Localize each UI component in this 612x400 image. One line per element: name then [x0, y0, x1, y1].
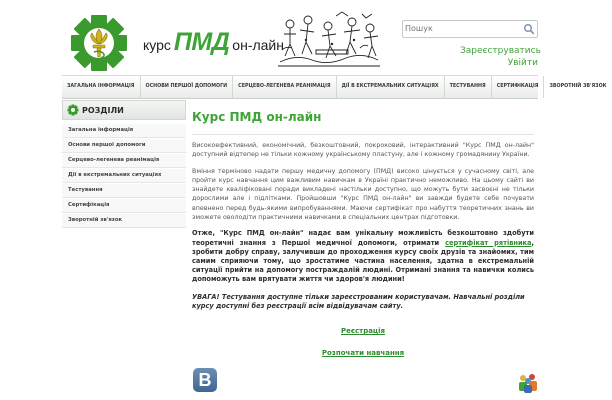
sidebar-title: РОЗДІЛИ [82, 105, 124, 115]
green-cross-icon [67, 104, 79, 116]
sidebar-item-cpr[interactable]: Серцево-легенева реанімація [62, 154, 186, 168]
start-learning-link[interactable]: Розпочати навчання [321, 349, 405, 357]
sidebar-item-general-info[interactable]: Загальна інформація [62, 124, 186, 138]
page-title: Курс ПМД он-лайн [192, 110, 322, 124]
site-logo-text[interactable] [143, 28, 284, 57]
rescuer-certificate-link[interactable]: сертифікат рятівника [445, 238, 532, 247]
search-input[interactable] [405, 22, 517, 35]
nav-item-testing[interactable]: ТЕСТУВАННЯ [445, 76, 492, 98]
description-paragraph: Вміння терміново надати першу медичну допомогу (ПМД) високо цінується у сучасному світі, але пройти курс навчання цим важливим навичкам в Україні практично неможливо. На цьому сайті ви знайдете кваліфіковані поради викладені настільки доступно, що можуть бути засвоєні не тільки дорослими але і підлітками. Пройшовши "Курс ПМД он-лайн" ви завжди будете себе почувати впевнено перед будь-якими випробуваннями. Маючи сертифікат про набуття теоретичних знань ви зможете оволодіти практичними навичками в спеціальних центрах підготовки. [192, 167, 534, 222]
title-divider [192, 134, 534, 135]
nav-item-emergencies[interactable]: ДІЇ В ЕКСТРЕМАЛЬНИХ СИТУАЦІЯХ [337, 76, 445, 98]
first-aid-scene-illustration [276, 10, 382, 70]
plast-medical-emblem-icon[interactable] [68, 12, 130, 74]
register-cta [192, 327, 534, 335]
registration-link[interactable]: Реєстрація [340, 327, 386, 335]
search-icon[interactable] [523, 23, 535, 35]
login-link[interactable]: Увійти [507, 58, 538, 68]
sidebar-item-feedback[interactable]: Зворотній зв'язок [62, 214, 186, 228]
main-nav [62, 75, 607, 99]
offer-paragraph [192, 229, 534, 284]
offer-text-start: Отже, "Курс ПМД он-лайн" надає вам унікальну можливість безкоштовно здобути теоретичні знання з Першої медичної допомоги, отримати [192, 229, 534, 247]
nav-item-cpr[interactable]: СЕРЦЕВО-ЛЕГЕНЕВА РЕАНІМАЦІЯ [233, 76, 336, 98]
sidebar-item-first-aid-basics[interactable]: Основи першої допомоги [62, 139, 186, 153]
community-group-icon[interactable] [516, 372, 540, 394]
nav-item-feedback[interactable]: ЗВОРОТНІЙ ЗВ'ЯЗОК [549, 84, 607, 89]
nav-item-first-aid-basics[interactable]: ОСНОВИ ПЕРШОЇ ДОПОМОГИ [141, 76, 234, 98]
logo-prefix: курс [143, 37, 171, 53]
nav-item-general-info[interactable]: ЗАГАЛЬНА ІНФОРМАЦІЯ [62, 76, 141, 98]
offer-text-end: , зробити добру справу, залучивши до проходження курсу своїх друзів та знайомих, тим самим сприяючи тому, що зростатиме частина населення, здатна в екстремальній ситуації прийти на допомогу постраждалій людині. Отримані знання та навички колись допоможуть вам врятувати життя чи здоров'я людини! [192, 238, 535, 284]
vk-social-icon[interactable]: B [193, 368, 217, 392]
site-header [0, 0, 600, 72]
intro-paragraph: Високоефективний, економічний, безкоштовний, покроковий, інтерактивний "Курс ПМД он-лайн" доступний відтепер не тільки кожному українському пластуну, але і кожному громадянину України. [192, 142, 534, 159]
sidebar [62, 100, 186, 229]
sidebar-item-certification[interactable]: Сертифікація [62, 199, 186, 213]
sidebar-item-emergencies[interactable]: Дії в екстремальних ситуаціях [62, 169, 186, 183]
attention-paragraph: УВАГА! Тестування доступне тільки зареєстрованим користувачам. Навчальні розділи курсу доступні без реєстрації всім відвідувачам сайту. [192, 292, 525, 310]
start-cta [192, 349, 534, 357]
register-link[interactable]: Зареєструватись [460, 46, 541, 56]
logo-main: ПМД [173, 28, 230, 56]
main-content [192, 104, 534, 371]
sidebar-header [62, 100, 186, 120]
auth-links [460, 45, 541, 69]
sidebar-item-testing[interactable]: Тестування [62, 184, 186, 198]
nav-item-certification[interactable]: СЕРТИФІКАЦІЯ [492, 76, 545, 98]
search-box[interactable] [402, 20, 538, 38]
logo-suffix: он-лайн [232, 37, 284, 53]
